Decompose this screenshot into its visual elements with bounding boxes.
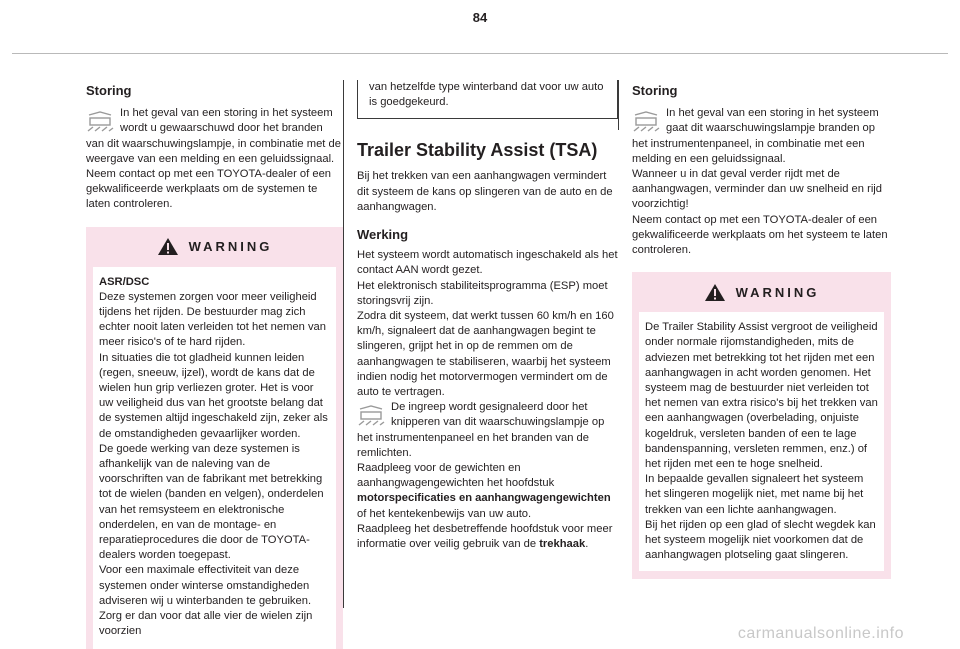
watermark: carmanualsonline.info bbox=[737, 625, 904, 642]
warning-lamp-icon bbox=[632, 111, 660, 133]
warning-box-asr-dsc bbox=[86, 227, 343, 649]
header-divider bbox=[12, 53, 948, 54]
column-divider-right bbox=[618, 80, 619, 130]
column-left bbox=[86, 83, 343, 649]
lamp-paragraph bbox=[357, 400, 618, 461]
warning-continuation-box bbox=[357, 80, 618, 119]
tsa-fault-text-3: Neem contact op met een TOYOTA-dealer of een gekwalificeerde werkplaats om het systeem te laten controleren. bbox=[632, 213, 888, 257]
warning-title: WARNING bbox=[735, 284, 820, 300]
fault-paragraph bbox=[86, 106, 343, 212]
page-number: 84 bbox=[472, 10, 488, 25]
column-middle bbox=[357, 80, 618, 552]
reference-chapter: motorspecificaties en aanhangwagengewichten bbox=[357, 492, 611, 505]
warning-lamp-icon bbox=[86, 111, 114, 133]
tsa-fault-paragraph bbox=[632, 106, 891, 258]
warning-header bbox=[632, 272, 891, 312]
warning-text: Deze systemen zorgen voor meer veiligheid tijdens het rijden. De bestuurder mag zich echter nooit laten verleiden tot het nemen van meer risico's of te hard rijden. In situaties die tot gladheid kunnen leiden (regen, sneeuw, ijzel), wordt de kans dat de wielen hun grip verliezen groter. Het is voor uw veiligheid dus van het grootste belang dat de systemen altijd ingeschakeld zijn, zeker als de omstandigheden gevaarlijker worden. De goede werking van deze systemen is afhankelijk van de naleving van de voorschriften van de fabrikant met betrekking tot de wielen (banden en velgen), onderdelen van het remsysteem en elektronische onderdelen, en van de montage- en reparatieprocedures die door de TOYOTA-dealers worden toegepast. Voor een maximale effectiviteit van deze systemen onder winterse omstandigheden adviseren wij u winterbanden te gebruiken. Zorg er dan voor dat alle vier de wielen zijn voorzien bbox=[99, 290, 328, 638]
warning-triangle-icon bbox=[704, 283, 726, 302]
tsa-intro: Bij het trekken van een aanhangwagen vermindert dit systeem de kans op slingeren van de auto en de aanhangwagen. bbox=[357, 170, 613, 213]
warning-box-tsa bbox=[632, 272, 891, 579]
working-text: Het systeem wordt automatisch ingeschakeld als het contact AAN wordt gezet. Het elektronisch stabiliteitsprogramma (ESP) moet storingsvrij zijn. Zodra dit systeem, dat werkt tussen 60 km/h en 160 km/h, signaleert dat de aanhangwagen begint te slingeren, grijpt het in op de remmen om de aanhangwagen te stabiliseren, waarbij het systeem indien nodig het motorvermogen vermindert om de auto te vertragen. bbox=[357, 249, 618, 399]
warning-subtitle: ASR/DSC bbox=[99, 275, 150, 288]
column-right bbox=[632, 83, 891, 579]
warning-header bbox=[86, 227, 343, 267]
tsa-fault-text: In het geval van een storing in het systeem gaat dit waarschuwingslampje branden op het instrumentenpaneel, in combinatie met een melding en een geluidssignaal. bbox=[632, 107, 879, 165]
lamp-text: De ingreep wordt gesignaleerd door het knipperen van dit waarschuwingslampje op het instrumentenpaneel en het branden van de remlichten. bbox=[357, 401, 605, 459]
reference-text: Raadpleeg voor de gewichten en aanhangwagengewichten het hoofdstuk motorspecificaties en aanhangwagengewichten of het kentekenbewijs van uw auto. Raadpleeg het desbetreffende hoofdstuk voor meer informatie over veilig gebruik van de trekhaak. bbox=[357, 462, 613, 551]
warning-title: WARNING bbox=[188, 239, 273, 255]
tsa-fault-text-2: Wanneer u in dat geval verder rijdt met de aanhangwagen, verminder dan uw snelheid en rijd voorzichtig! bbox=[632, 168, 883, 211]
continued-text: van hetzelfde type winterband dat voor uw auto is goedgekeurd. bbox=[369, 81, 604, 109]
page-title: Trailer Stability Assist (TSA) bbox=[357, 140, 598, 161]
fault-text: In het geval van een storing in het systeem wordt u gewaarschuwd door het branden van dit waarschuwingslampje, in combinatie met de weergave van een melding en een geluidssignaal. bbox=[86, 107, 341, 165]
fault-text-2: Neem contact op met een TOYOTA-dealer of een gekwalificeerde werkplaats om de systemen te laten controleren. bbox=[86, 168, 332, 211]
section-heading-werking: Werking bbox=[357, 227, 409, 243]
warning-body bbox=[93, 267, 336, 649]
warning-body bbox=[639, 312, 884, 571]
section-heading-storing: Storing bbox=[86, 83, 132, 98]
column-divider-left bbox=[343, 80, 344, 608]
section-heading-storing-tsa: Storing bbox=[632, 83, 678, 98]
warning-lamp-icon bbox=[357, 405, 385, 427]
warning-triangle-icon bbox=[157, 237, 179, 256]
warning-text: De Trailer Stability Assist vergroot de veiligheid onder normale rijomstandigheden, mits de adviezen met betrekking tot het rijden met een aanhangwagen in acht worden genomen. Het systeem mag de bestuurder niet verleiden tot het nemen van extra risico's bij het trekken van een aanhangwagen (overbelading, onjuiste kogeldruk, versleten banden of een te lage bandenspanning, versleten remmen, enz.) of het rijden met een te hoge snelheid. In bepaalde gevallen signaleert het systeem het slingeren mogelijk niet, met name bij het trekken van een lichte aanhangwagen. Bij het rijden op een glad of slecht wegdek kan het systeem mogelijk niet voorkomen dat de aanhangwagen plotseling gaat slingeren. bbox=[645, 321, 878, 562]
reference-towbar: trekhaak bbox=[539, 538, 586, 551]
